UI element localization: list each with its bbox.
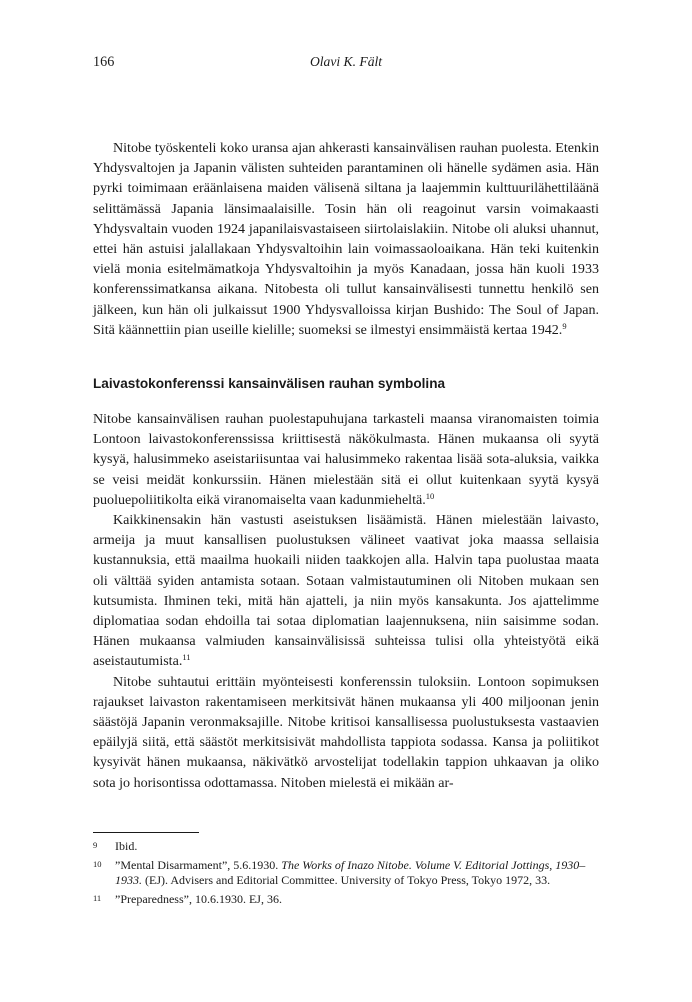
section-heading: Laivastokonferenssi kansainvälisen rauhan symbolina bbox=[93, 376, 446, 391]
footnote-text bbox=[115, 858, 599, 889]
footnote-text bbox=[115, 892, 599, 908]
footnote-text-post: (EJ). Advisers and Editorial Committee. University of Tokyo Press, Tokyo 1972, 33. bbox=[142, 873, 551, 888]
running-head-author: Olavi K. Fält bbox=[309, 54, 383, 69]
paragraph-2 bbox=[93, 409, 599, 510]
footnote-9 bbox=[93, 839, 599, 855]
paragraph-2-text: Nitobe kansainvälisen rauhan puolestapuhujana tarkasteli maansa viranomaisten toimia Lontoon laivastokonferenssissa kriittisestä näkökulmasta. Hänen mukaansa oli syytä kysyä, halusimmeko aseistariisuntaa vai halusimmeko rakentaa lisää sota-aluksia, vaikka se veisi meidät konkurssiin. Hänen mielestään sitä ei ollut kuitenkaan syytä kysyä puoluepoliitikolta eikä viranomaiselta vaan kadunmieheltä. bbox=[93, 411, 599, 508]
footnote-number: 11 bbox=[93, 892, 102, 903]
body-text-block-2 bbox=[93, 409, 599, 793]
paragraph-3 bbox=[93, 510, 599, 672]
paragraph-4 bbox=[93, 672, 599, 793]
paragraph-1 bbox=[93, 138, 599, 340]
footnote-11 bbox=[93, 892, 599, 908]
footnote-text bbox=[115, 839, 599, 855]
footnote-ref-9[interactable]: 9 bbox=[562, 320, 567, 331]
footnote-10 bbox=[93, 858, 599, 889]
paragraph-1-text: Nitobe työskenteli koko uransa ajan ahkerasti kansainvälisen rauhan puolesta. Etenkin Yhdysvaltojen ja Japanin välisten suhteiden parantaminen oli hänelle sydämen asia. Hän pyrki toimimaan eräänlaisena maiden välisenä siltana ja laajemmin kulttuurilähettiläänä selittämässä Japania länsimaalaisille. Tosin hän oli reagoinut varsin voimakaasti Yhdysvaltain vuoden 1924 japanilaisvastaiseen siirtolaislakiin. Nitobe oli aluksi uhannut, ettei hän astuisi jalallakaan Yhdysvaltoihin lain voimassaoloaikana. Hän teki kuitenkin vielä monia esitelmämatkoja Yhdysvaltoihin ja myös Kanadaan, jossa hän kuoli 1933 konferenssimatkansa aikana. Nitobesta oli tullut kansainvälisesti tunnettu henkilö sen jälkeen, kun hän oli julkaissut 1900 Yhdysvalloissa kirjan Bushido: The Soul of Japan. Sitä käännettiin pian useille kielille; suomeksi se ilmestyi ensimmäistä kertaa 1942. bbox=[93, 140, 599, 338]
footnotes bbox=[93, 839, 599, 910]
footnote-text-italic: The Works of Inazo Nitobe. Volume V. Editorial Jottings, 1930–1933. bbox=[115, 857, 586, 888]
footnote-divider bbox=[93, 832, 199, 833]
footnote-number: 9 bbox=[93, 840, 98, 850]
body-text-block-1 bbox=[93, 138, 599, 340]
footnote-text-pre: ”Preparedness”, 10.6.1930. EJ, 36. bbox=[115, 891, 282, 906]
footnote-ref-10[interactable]: 10 bbox=[425, 490, 435, 501]
paragraph-3-text: Kaikkinensakin hän vastusti aseistuksen lisäämistä. Hänen mielestään laivasto, armeija ja muut kansallisen puolustuksen välineet vaativat joka maassa sellaisia kustannuksia, että maailma huokaili niiden taakkojen alla. Halvin tapa puolustaa maata oli välttää syiden antamista sotaan. Sotaan valmistautuminen oli Nitoben mukaan sen kutsumista. Ihminen teki, mitä hän ajatteli, ja niin myös kansakunta. Jos ajattelimme diplomatiaa sodan ehdoilla tai sotaa diplomatian laajennuksena, niin saisimme sodan. Hänen mukaansa valmiuden kansainvälisissä suhteissa tulisi olla yhteistyötä eikä aseistautumista. bbox=[93, 512, 599, 670]
footnote-text-pre: ”Mental Disarmament”, 5.6.1930. bbox=[115, 857, 282, 872]
page-number: 166 bbox=[93, 54, 115, 70]
footnote-ref-11[interactable]: 11 bbox=[182, 652, 191, 663]
footnote-text-pre: Ibid. bbox=[115, 839, 138, 853]
page-header bbox=[93, 54, 599, 74]
paragraph-4-text: Nitobe suhtautui erittäin myönteisesti konferenssin tuloksiin. Lontoon sopimuksen rajaukset laivaston rakentamiseen merkitsivät hänen mukaansa yli 400 miljoonan jenin säästöjä Japanin veronmaksajille. Nitobe kritisoi kansallisessa puolustuksesta vastaavien epäilyjä siitä, että säästöt merkitsisivät mahdollista tappiota sodassa. Kansa ja poliitikot kysyivät hänen mukaansa, näkivätkö arvostelijat todellakin tappion uhkaavan ja oliko sota jo horisontissa odottamassa. Nitoben mielestä ei mikään ar- bbox=[93, 673, 599, 791]
footnote-number: 10 bbox=[93, 858, 102, 869]
